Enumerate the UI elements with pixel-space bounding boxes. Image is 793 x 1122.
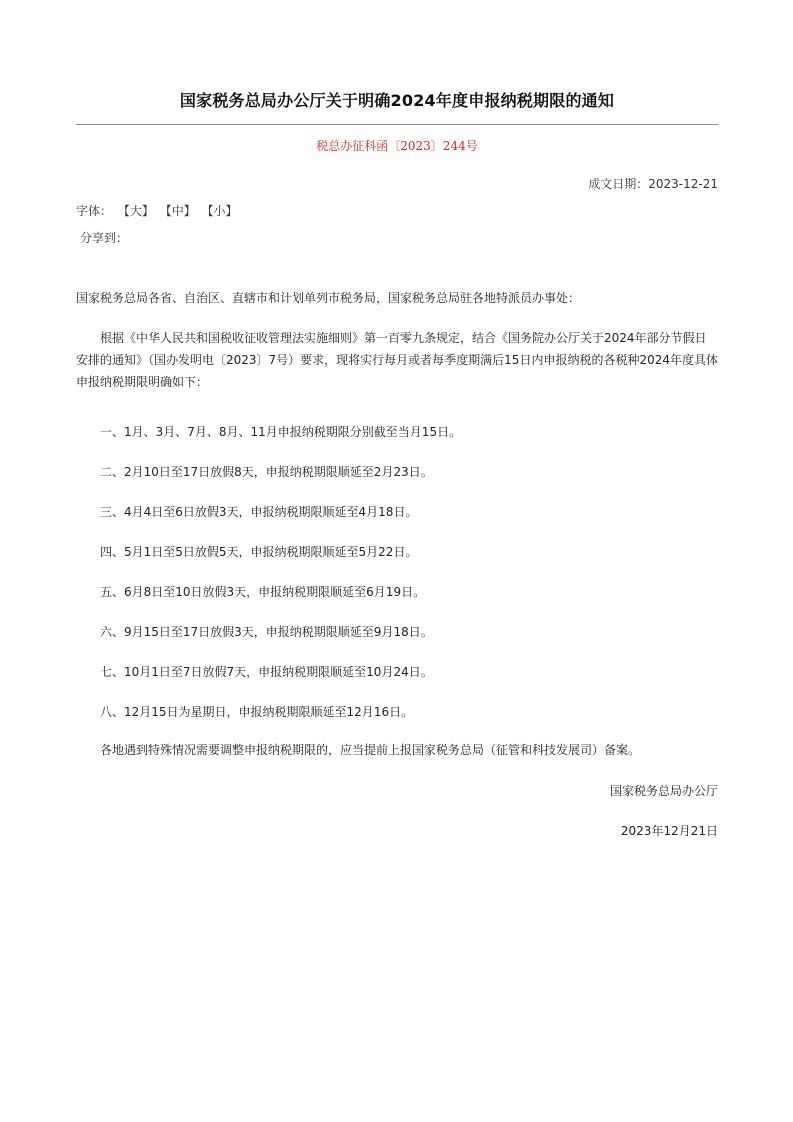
title-divider — [76, 124, 718, 125]
font-large-button[interactable]: 【大】 — [117, 204, 154, 218]
sign-date: 2023年12月21日 — [620, 824, 718, 838]
list-item: 一、1月、3月、7月、8月、11月申报纳税期限分别截至当月15日。 — [100, 425, 462, 439]
font-medium-button[interactable]: 【中】 — [159, 204, 196, 218]
font-small-button[interactable]: 【小】 — [201, 204, 238, 218]
document-page — [76, 0, 718, 1122]
list-item: 五、6月8日至10日放假3天，申报纳税期限顺延至6月19日。 — [100, 585, 426, 599]
deadline-list — [76, 421, 718, 741]
list-item: 四、5月1日至5日放假5天，申报纳税期限顺延至5月22日。 — [100, 545, 418, 559]
list-item: 二、2月10日至17日放假8天，申报纳税期限顺延至2月23日。 — [100, 465, 433, 479]
list-item: 六、9月15日至17日放假3天，申报纳税期限顺延至9月18日。 — [100, 625, 433, 639]
salutation: 国家税务总局各省、自治区、直辖市和计划单列市税务局，国家税务总局驻各地特派员办事处： — [76, 291, 581, 305]
list-item: 七、10月1日至7日放假7天，申报纳税期限顺延至10月24日。 — [100, 665, 433, 679]
issue-date: 成文日期：2023-12-21 — [588, 177, 718, 191]
signer: 国家税务总局办公厅 — [609, 784, 718, 798]
font-size-label: 字体： — [76, 204, 113, 218]
document-title: 国家税务总局办公厅关于明确2024年度申报纳税期限的通知 — [179, 91, 615, 110]
font-size-controls — [76, 202, 238, 219]
list-item: 三、4月4日至6日放假3天，申报纳税期限顺延至4月18日。 — [100, 505, 418, 519]
closing-note: 各地遇到特殊情况需要调整申报纳税期限的，应当提前上报国家税务总局（征管和科技发展司）备案。 — [100, 743, 641, 757]
intro-paragraph: 根据《中华人民共和国税收征收管理法实施细则》第一百零九条规定，结合《国务院办公厅关于2024年部分节假日安排的通知》（国办发明电〔2023〕7号）要求，现将实行每月或者每季度期满后15日内申报纳税的各税种2024年度具体申报纳税期限明确如下： — [76, 331, 718, 389]
share-label: 分享到： — [80, 231, 129, 245]
document-number: 税总办征科函〔2023〕244号 — [316, 139, 478, 153]
list-item: 八、12月15日为星期日，申报纳税期限顺延至12月16日。 — [100, 705, 414, 719]
